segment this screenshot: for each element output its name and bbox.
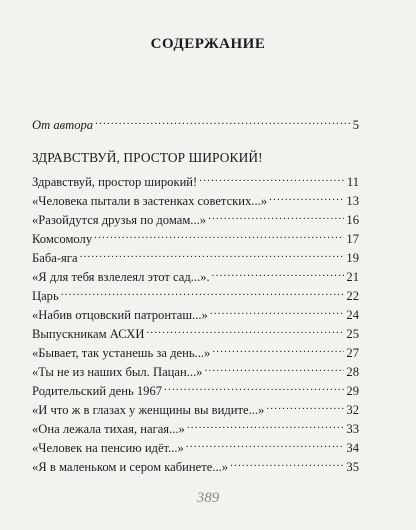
dot-leader (212, 267, 345, 281)
toc-entry[interactable] (32, 267, 359, 285)
toc-entry-page: 22 (346, 289, 359, 303)
dot-leader (94, 229, 344, 243)
toc-entry-preface[interactable] (32, 115, 359, 133)
page-number: 389 (196, 490, 220, 506)
toc-entry[interactable] (32, 381, 359, 399)
toc-entry-label: Здравствуй, простор широкий! (32, 175, 198, 189)
toc-entry[interactable] (32, 191, 359, 209)
toc-entry[interactable] (32, 229, 359, 247)
toc-entry[interactable] (32, 438, 359, 456)
toc-entry-page: 24 (346, 308, 359, 322)
toc-entry[interactable] (32, 457, 359, 475)
dot-leader (269, 191, 344, 205)
toc-entry[interactable] (32, 210, 359, 228)
toc-entry[interactable] (32, 286, 359, 304)
toc-entry-label: «Набив отцовский патронташ...» (32, 308, 208, 322)
toc-entry-label: «И что ж в глазах у женщины вы видите...» (32, 403, 265, 417)
toc-entry-page: 16 (346, 213, 359, 227)
section-heading: ЗДРАВСТВУЙ, ПРОСТОР ШИРОКИЙ! (32, 150, 263, 165)
toc-entry-label: «Бывает, так устанешь за день...» (32, 346, 211, 360)
toc-entry[interactable] (32, 248, 359, 266)
toc-entry-label: «Я для тебя взлелеял этот сад...». (32, 270, 210, 284)
toc-entry-label: «Человек на пенсию идёт...» (32, 441, 184, 455)
toc-entry[interactable] (32, 305, 359, 323)
toc-entry-label: Баба-яга (32, 251, 78, 265)
dot-leader (95, 115, 351, 129)
toc-entry-label: «Она лежала тихая, нагая...» (32, 422, 185, 436)
dot-leader (61, 286, 345, 300)
dot-leader (212, 343, 344, 357)
dot-leader (146, 324, 344, 338)
toc-entry-page: 11 (346, 175, 359, 189)
toc-entry-page: 29 (346, 384, 359, 398)
dot-leader (266, 400, 344, 414)
toc-entry-page: 5 (352, 118, 359, 132)
toc-entry[interactable] (32, 172, 359, 190)
toc-entry-page: 27 (346, 346, 359, 360)
page-title: СОДЕРЖАНИЕ (150, 36, 266, 52)
toc-entry-label: «Разойдутся друзья по домам...» (32, 213, 207, 227)
dot-leader (210, 305, 345, 319)
dot-leader (199, 172, 345, 186)
toc-entry-label: «Человека пытали в застенках советских...» (32, 194, 268, 208)
dot-leader (80, 248, 345, 262)
toc-entry-page: 19 (346, 251, 359, 265)
toc-entry-page: 21 (346, 270, 359, 284)
toc-entry-label: Комсомолу (32, 232, 93, 246)
toc-entry-page: 17 (346, 232, 359, 246)
toc-entry[interactable] (32, 324, 359, 342)
toc-entry-label: Родительский день 1967 (32, 384, 163, 398)
toc-entry-page: 34 (346, 441, 359, 455)
toc-entry-label: От автора (32, 118, 94, 132)
dot-leader (208, 210, 344, 224)
dot-leader (204, 362, 344, 376)
toc-entry-page: 28 (346, 365, 359, 379)
dot-leader (230, 457, 344, 471)
toc-entry-label: Царь (32, 289, 59, 303)
toc-entry-page: 13 (346, 194, 359, 208)
dot-leader (187, 419, 345, 433)
toc-entry-label: Выпускникам АСХИ (32, 327, 145, 341)
dot-leader (164, 381, 344, 395)
toc-entry[interactable] (32, 343, 359, 361)
dot-leader (186, 438, 345, 452)
toc-entry-page: 32 (346, 403, 359, 417)
toc-entry-page: 25 (346, 327, 359, 341)
toc-entry[interactable] (32, 419, 359, 437)
toc-entry-page: 33 (346, 422, 359, 436)
toc-entry-page: 35 (346, 460, 359, 474)
toc-entry-label: «Я в маленьком и сером кабинете...» (32, 460, 229, 474)
toc-entry[interactable] (32, 400, 359, 418)
toc-entry-label: «Ты не из наших был. Пацан...» (32, 365, 203, 379)
toc-entry[interactable] (32, 362, 359, 380)
